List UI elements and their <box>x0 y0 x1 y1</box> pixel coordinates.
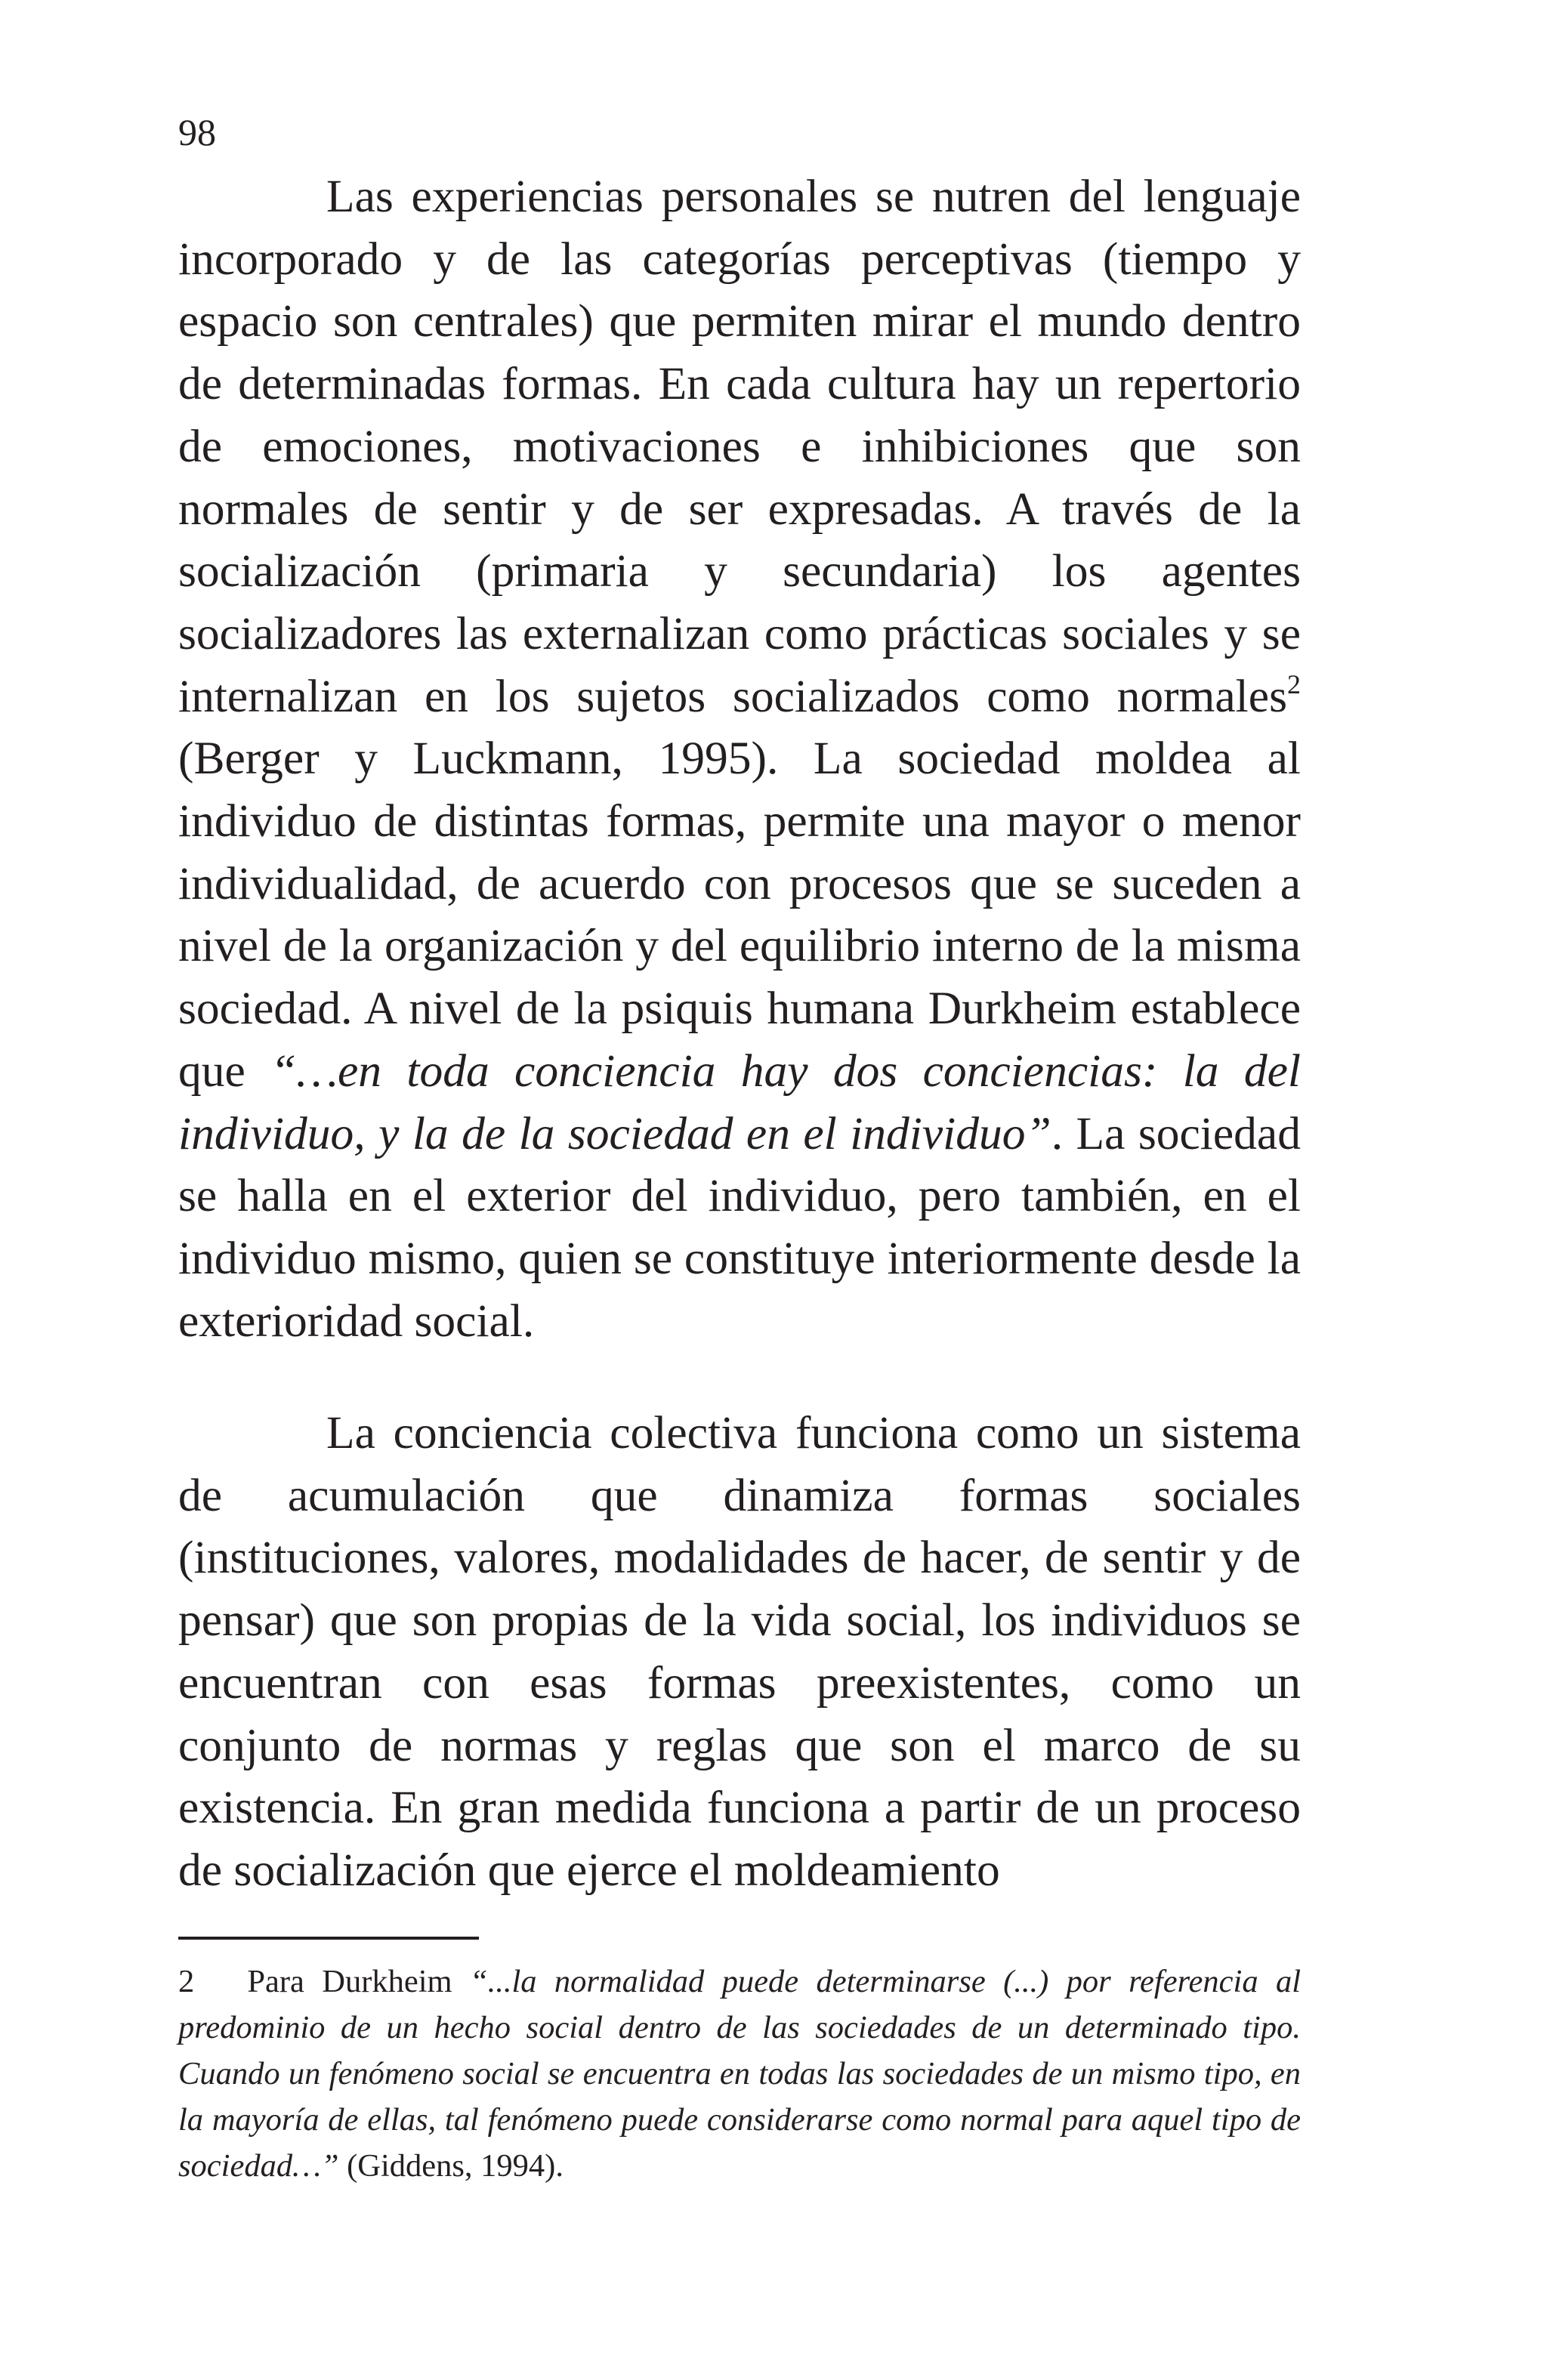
paragraph-1-text-continued: (Berger y Luckmann, 1995). La sociedad moldea al individuo de distintas formas, permite una mayor o menor individualidad, de acuerdo con procesos que se suceden a nivel de la organización y del equilibrio interno de la misma sociedad. A nivel de la psiquis humana Durkheim establece que <box>178 733 1301 1097</box>
footnote-divider <box>178 1937 479 1940</box>
body-paragraph-1 <box>178 165 1301 1352</box>
body-paragraph-2 <box>178 1402 1301 1902</box>
durkheim-quote: “…en toda conciencia hay dos conciencias: la del individuo, y la de la sociedad en el individuo” <box>178 1045 1301 1159</box>
footnote-intro: Para Durkheim <box>247 1964 470 1999</box>
footnote <box>178 1959 1301 2189</box>
footnote-quote: “...la normalidad puede determinarse (...) por referencia al predominio de un hecho social dentro de las sociedades de un determinado tipo. Cuando un fenómeno social se encuentra en todas las sociedades de un mismo tipo, en la mayoría de ellas, tal fenómeno puede considerarse como normal para aquel tipo de sociedad…” <box>178 1964 1302 2184</box>
paragraph-2-text: La conciencia colectiva funciona como un sistema de acumulación que dinamiza formas sociales (instituciones, valores, modalidades de hacer, de sentir y de pensar) que son propias de la vida social, los individuos se encuentran con esas formas preexistentes, como un conjunto de normas y reglas que son el marco de su existencia. En gran medida funciona a partir de un proceso de socialización que ejerce el moldeamiento <box>178 1407 1301 1896</box>
footnote-citation: (Giddens, 1994). <box>338 2148 564 2184</box>
footnote-number: 2 <box>178 1964 195 1999</box>
paragraph-1-text-end: . La sociedad se halla en el exterior del individuo, pero también, en el individuo mismo, quien se constituye interiormente desde la exterioridad social. <box>178 1107 1301 1347</box>
footnote-reference[interactable]: 2 <box>1287 668 1301 699</box>
paragraph-1-text: Las experiencias personales se nutren del lenguaje incorporado y de las categorías perceptivas (tiempo y espacio son centrales) que permiten mirar el mundo dentro de determinadas formas. En cada cultura hay un repertorio de emociones, motivaciones e inhibiciones que son normales de sentir y de ser expresadas. A través de la socialización (primaria y secundaria) los agentes socializadores las externalizan como prácticas sociales y se internalizan en los sujetos socializados como normales <box>178 171 1301 722</box>
page-number: 98 <box>178 111 216 153</box>
